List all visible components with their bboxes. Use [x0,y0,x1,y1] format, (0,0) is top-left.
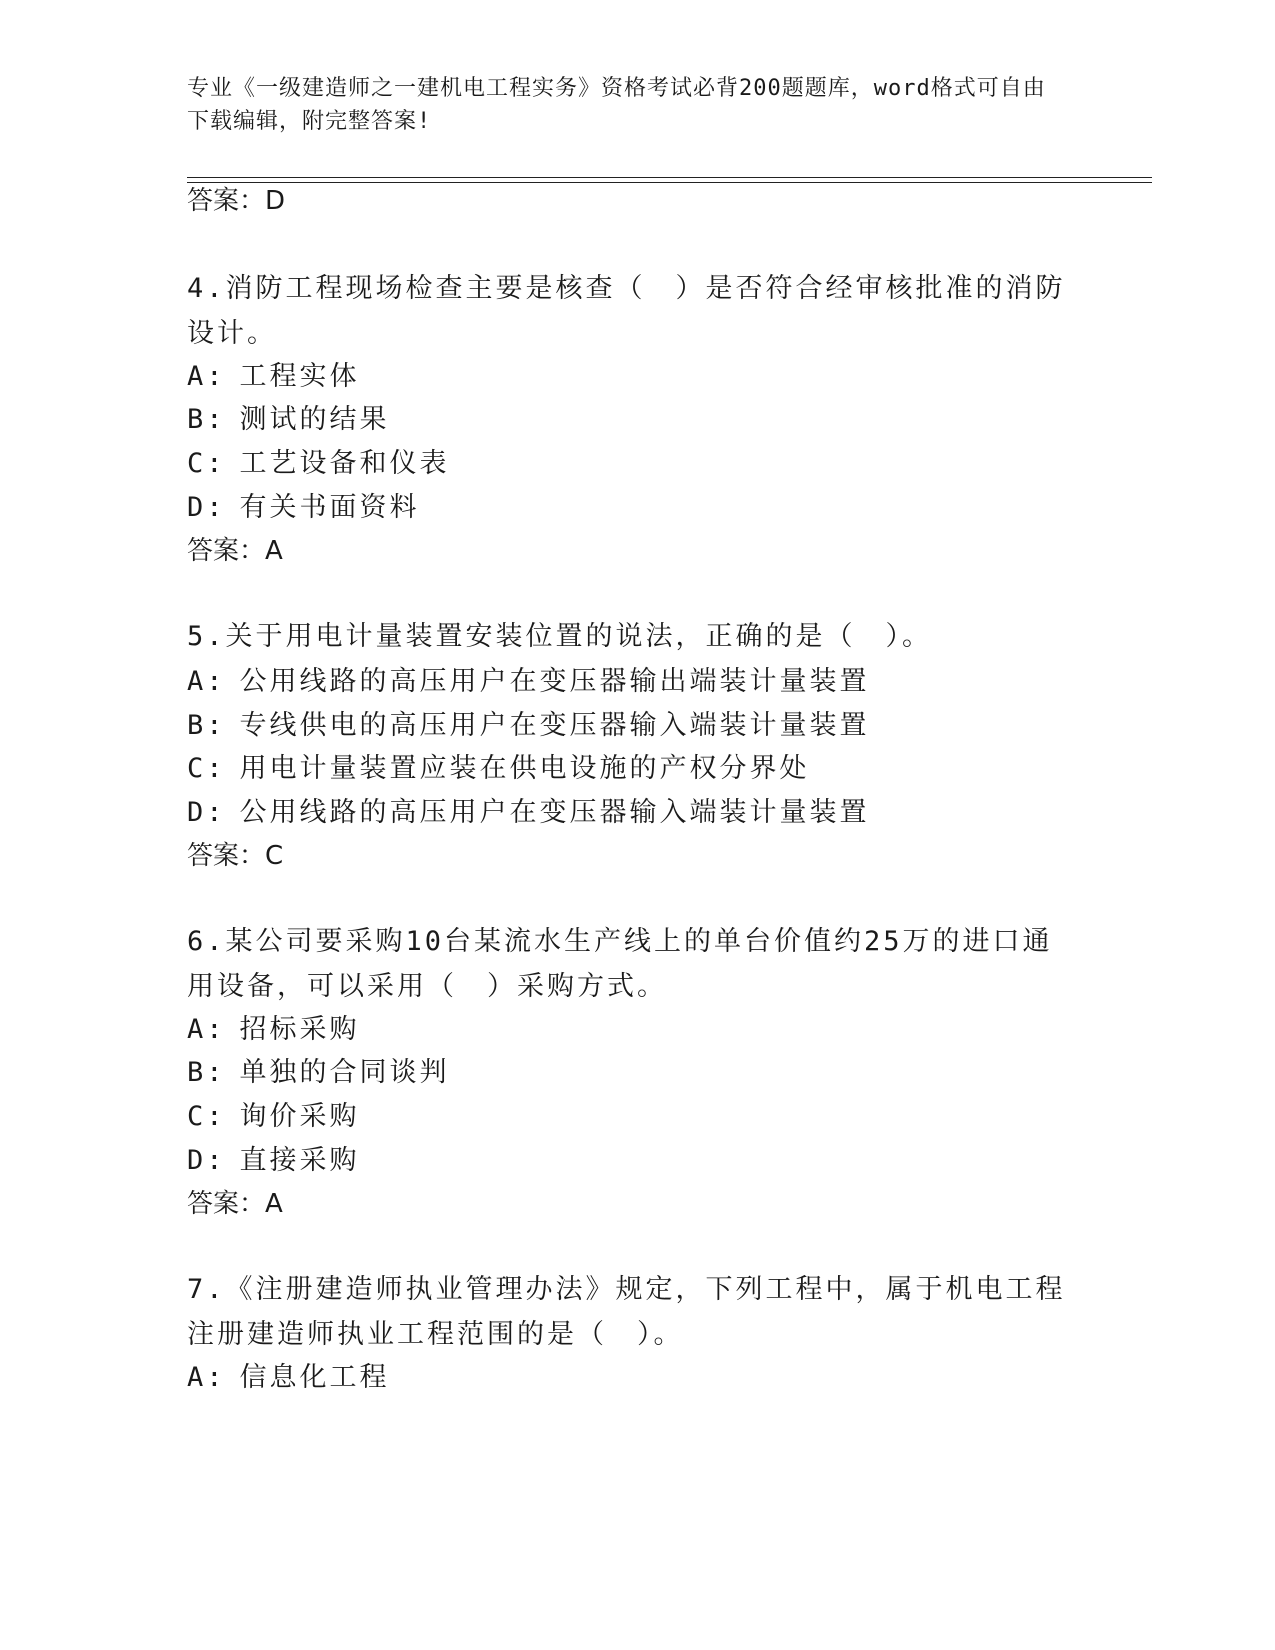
question-6-option-d [187,1146,360,1176]
question-4-answer: 答案：A [187,536,283,566]
option-letter: C: [187,448,226,479]
option-text: 招标采购 [239,1014,360,1045]
option-text: 询价采购 [239,1101,360,1132]
header-text: 专业《一级建造师之一建机电工程实务》资格考试必背200题题库，word格式可自由下载编辑，附完整答案! [187,76,1046,134]
question-4-option-c [187,449,450,479]
option-text: 信息化工程 [239,1362,390,1393]
question-6-option-c [187,1102,360,1132]
question-5-answer: 答案：C [187,841,284,871]
option-letter: B: [187,404,226,435]
question-7-option-a [187,1363,390,1393]
question-5-option-a [187,667,870,697]
option-letter: A: [187,361,226,392]
option-letter: C: [187,1101,226,1132]
option-letter: A: [187,1362,226,1393]
option-text: 直接采购 [239,1145,360,1176]
question-4-option-d [187,493,420,523]
answer-prev: 答案：D [187,186,286,216]
option-text: 公用线路的高压用户在变压器输入端装计量装置 [239,797,870,828]
question-5-option-d [187,798,870,828]
option-text: 单独的合同谈判 [239,1057,450,1088]
question-6-option-b [187,1058,450,1088]
option-letter: B: [187,1057,226,1088]
question-5-stem: 5.关于用电计量装置安装位置的说法，正确的是（ ）。 [187,621,933,652]
option-letter: B: [187,710,226,741]
option-text: 有关书面资料 [239,492,420,523]
option-letter: A: [187,666,226,697]
option-letter: C: [187,753,226,784]
option-text: 专线供电的高压用户在变压器输入端装计量装置 [239,710,870,741]
option-text: 用电计量装置应装在供电设施的产权分界处 [239,753,810,784]
question-5-option-c [187,754,810,784]
question-5-option-b [187,711,870,741]
question-7-stem: 7.《注册建造师执业管理办法》规定，下列工程中，属于机电工程注册建造师执业工程范围的是（ ）。 [187,1274,1066,1350]
header-rule-top [187,177,1152,178]
question-4-stem: 4.消防工程现场检查主要是核查（ ）是否符合经审核批准的消防设计。 [187,273,1066,349]
option-letter: D: [187,1145,226,1176]
question-6-stem: 6.某公司要采购10台某流水生产线上的单台价值约25万的进口通用设备，可以采用（ ）采购方式。 [187,926,1053,1002]
option-text: 工艺设备和仪表 [239,448,450,479]
option-letter: D: [187,797,226,828]
option-text: 工程实体 [239,361,360,392]
option-letter: A: [187,1014,226,1045]
option-letter: D: [187,492,226,523]
question-4-option-b [187,405,390,435]
question-6-option-a [187,1015,360,1045]
option-text: 测试的结果 [239,404,390,435]
question-6-answer: 答案：A [187,1189,283,1219]
header-rule-bottom [187,182,1152,183]
question-4-option-a [187,362,360,392]
option-text: 公用线路的高压用户在变压器输出端装计量装置 [239,666,870,697]
